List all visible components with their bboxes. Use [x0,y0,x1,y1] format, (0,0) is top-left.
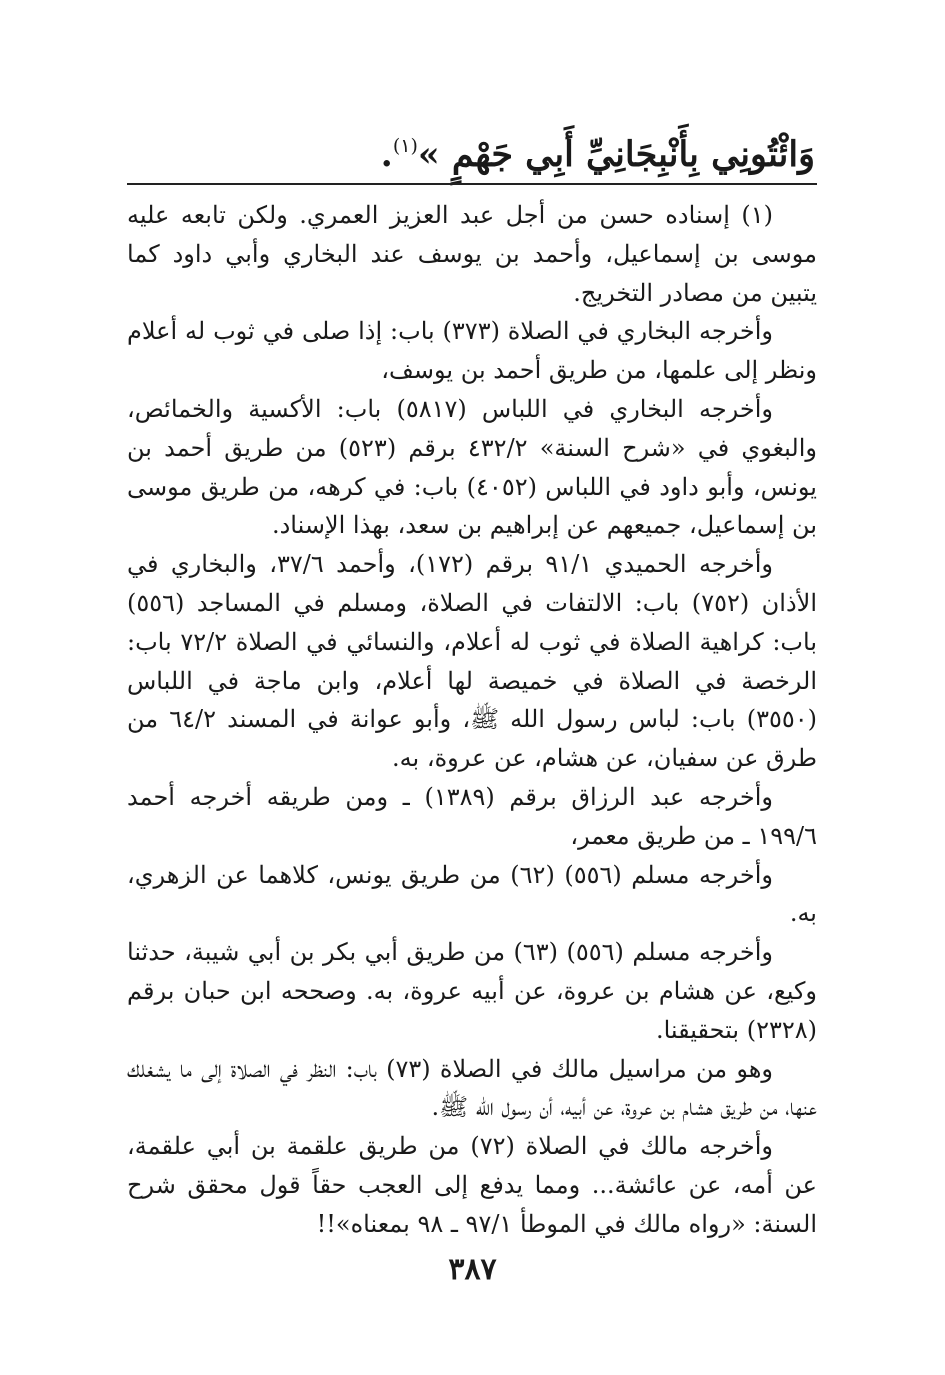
footnote-paragraph: وأخرجه مسلم (٥٥٦) (٦٢) من طريق يونس، كلاهما عن الزهري، به. [127,860,817,928]
footnote-paragraph: وأخرجه البخاري في اللباس (٥٨١٧) باب: الأكسية والخمائص، والبغوي في «شرح السنة» ٤٣٢/٢ برقم (٥٢٣) من طريق أحمد بن يونس، وأبو داود في اللباس (٤٠٥٢) باب: في كرهه، من طريق موسى بن إسماعيل، جميعهم عن إبراهيم بن سعد، بهذا الإسناد. [127,394,817,540]
footnotes-block [127,196,817,1244]
footnote-paragraph: وأخرجه الحميدي ٩١/١ برقم (١٧٢)، وأحمد ٣٧/٦، والبخاري في الأذان (٧٥٢) باب: الالتفات في الصلاة، ومسلم في المساجد (٥٥٦) باب: كراهية الصلاة في ثوب له أعلام، والنسائي في الصلاة ٧٢/٢ باب: الرخصة في الصلاة في خميصة لها أعلام، وابن ماجة في اللباس (٣٥٥٠) باب: لباس رسول الله ﷺ، وأبو عوانة في المسند ٦٤/٢ من طرق عن سفيان، عن هشام، عن عروة، به. [127,550,818,773]
footnote-marker: (١) [392,135,418,157]
hadith-text: وَائْتُونِي بِأَنْبِجَانِيِّ أَبِي جَهْمٍ » [417,134,815,175]
footnote-paragraph: (١) إسناده حسن من أجل عبد العزيز العمري. ولكن تابعه عليه موسى بن إسماعيل، وأحمد بن يوسف عند البخاري وأبي داود كما يتبين من مصادر التخريج. [127,201,817,307]
footnote-paragraph: وأخرجه البخاري في الصلاة (٣٧٣) باب: إذا صلى في ثوب له أعلام ونظر إلى علمها، من طريق أحمد بن يوسف، [127,317,817,385]
footnote-paragraph: وأخرجه مسلم (٥٥٦) (٦٣) من طريق أبي بكر بن أبي شيبة، حدثنا وكيع، عن هشام بن عروة، عن أبيه عروة، به. وصححه ابن حبان برقم (٢٣٢٨) بتحقيقنا. [127,938,817,1044]
hadith-text-line [115,118,815,183]
footnote-separator [127,183,817,185]
footnote-paragraph: وهو من مراسيل مالك في الصلاة (٧٣) باب: النظر في الصلاة إلى ما يشغلك عنها، من طريق هشام بن عروة، عن أبيه، أن رسول الله ﷺ. [127,1054,817,1122]
page-number: ٣٨٧ [448,1252,497,1287]
hadith-end-mark: . [380,134,393,175]
footnote-paragraph: وأخرجه عبد الرزاق برقم (١٣٨٩) ـ ومن طريقه أخرجه أحمد ١٩٩/٦ ـ من طريق معمر، [127,782,817,850]
footnote-paragraph: وأخرجه مالك في الصلاة (٧٢) من طريق علقمة بن أبي علقمة، عن أمه، عن عائشة... ومما يدفع إلى العجب حقاً قول محقق شرح السنة: «رواه مالك في الموطأ ٩٧/١ ـ ٩٨ بمعناه»!! [127,1132,817,1238]
